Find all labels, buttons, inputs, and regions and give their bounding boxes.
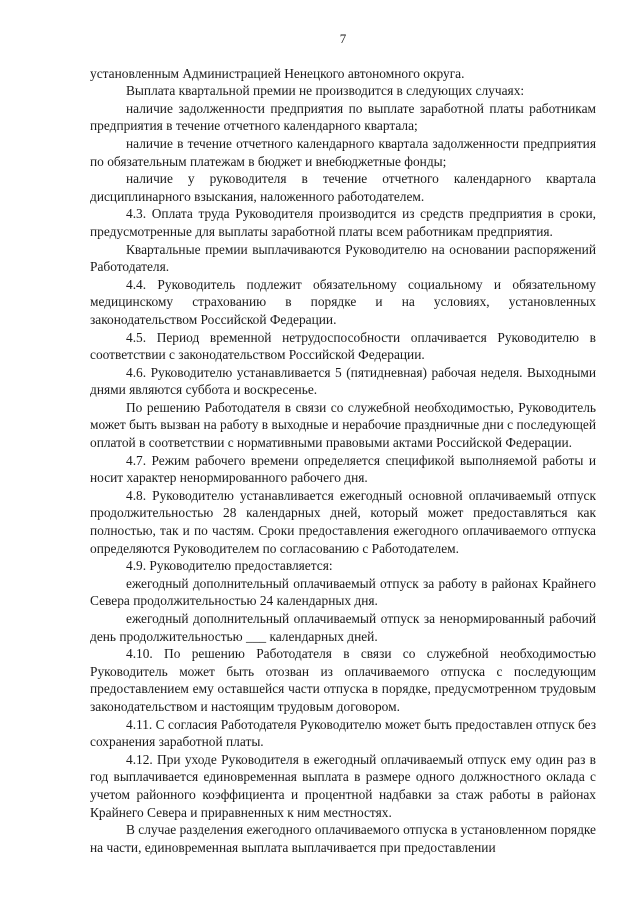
paragraph: ежегодный дополнительный оплачиваемый отпуск за работу в районах Крайнего Севера продолжительностью 24 календарных дня. xyxy=(90,575,596,609)
paragraph: По решению Работодателя в связи со служебной необходимостью, Руководитель может быть вызван на работу в выходные и нерабочие праздничные дни с последующей оплатой в соответствии с нормативными правовыми актами Российской Федерации. xyxy=(90,399,596,451)
paragraph: 4.3. Оплата труда Руководителя производится из средств предприятия в сроки, предусмотренные для выплаты заработной платы всем работникам предприятия. xyxy=(90,206,596,239)
paragraph: 4.12. При уходе Руководителя в ежегодный оплачиваемый отпуск ему один раз в год выплачивается единовременная выплата в размере одного должностного оклада с учетом районного коэффициента и процентной надбавки за стаж работы в районах Крайнего Севера и приравненных к ним местностях. xyxy=(90,751,596,820)
paragraph: 4.11. С согласия Работодателя Руководителю может быть предоставлен отпуск без сохранения заработной платы. xyxy=(90,716,596,750)
paragraph: ежегодный дополнительный оплачиваемый отпуск за ненормированный рабочий день продолжительностью ___ календарных дней. xyxy=(90,611,596,644)
paragraph: 4.9. Руководителю предоставляется: xyxy=(126,558,333,574)
paragraph: наличие задолженности предприятия по выплате заработной платы работникам предприятия в течение отчетного календарного квартала; xyxy=(90,100,596,134)
paragraph: 4.6. Руководителю устанавливается 5 (пятидневная) рабочая неделя. Выходными днями являются суббота и воскресенье. xyxy=(90,364,596,398)
paragraph: установленным Администрацией Ненецкого автономного округа. xyxy=(90,65,465,81)
paragraph: 4.5. Период временной нетрудоспособности оплачивается Руководителю в соответствии с законодательством Российской Федерации. xyxy=(90,329,596,363)
paragraph: наличие в течение отчетного календарного квартала задолженности предприятия по обязательным платежам в бюджет и внебюджетные фонды; xyxy=(90,135,596,169)
paragraph: Выплата квартальной премии не производится в следующих случаях: xyxy=(126,83,525,99)
paragraph: 4.4. Руководитель подлежит обязательному социальному и обязательному медицинскому страхованию в порядке и на условиях, установленных законодательством Российской Федерации. xyxy=(90,276,596,327)
paragraph: В случае разделения ежегодного оплачиваемого отпуска в установленном порядке на части, единовременная выплата выплачивается при предоставлении xyxy=(90,822,596,855)
paragraph: 4.7. Режим рабочего времени определяется спецификой выполняемой работы и носит характер ненормированного рабочего дня. xyxy=(90,452,596,486)
paragraph: наличие у руководителя в течение отчетного календарного квартала дисциплинарного взыскания, наложенного работодателем. xyxy=(90,171,596,204)
paragraph: 4.8. Руководителю устанавливается ежегодный основной оплачиваемый отпуск продолжительностью 28 календарных дней, который может предоставляться как полностью, так и по частям. Сроки предоставления ежегодного оплачиваемого отпуска определяются Руководителем по согласованию с Работодателем. xyxy=(90,487,596,556)
document-body xyxy=(90,65,596,857)
paragraph: Квартальные премии выплачиваются Руководителю на основании распоряжений Работодателя. xyxy=(90,241,596,275)
paragraph: 4.10. По решению Работодателя в связи со служебной необходимостью Руководитель может быть отозван из оплачиваемого отпуска с последующим предоставлением ему оставшейся части отпуска в порядке, предусмотренном трудовым законодательством и настоящим трудовым договором. xyxy=(90,646,596,714)
page-number: 7 xyxy=(339,31,347,46)
